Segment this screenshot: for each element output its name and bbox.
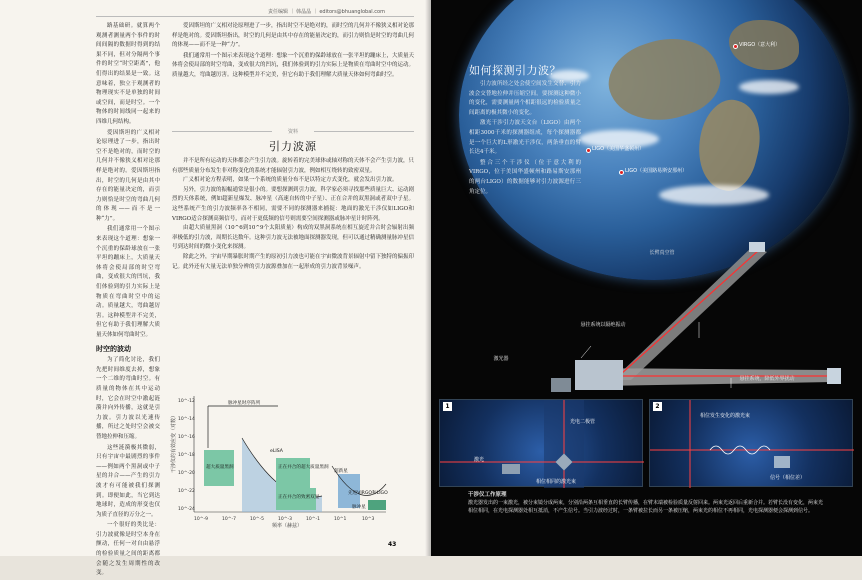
paragraph: 除此之外，宇宙早期暴胀时期产生的原初引力波也可能在宇宙微波背景辐射中留下独特的偏振印记。此外还有大量无法单独分辨的引力波源叠加在一起形成的引力波背景噪声。 — [172, 253, 415, 270]
detector-label: 激光器 — [493, 356, 509, 362]
central-station — [575, 360, 623, 390]
right-column-top — [172, 22, 414, 126]
chart-label: 超大质量黑洞 — [206, 465, 234, 470]
sidebar-title: 引力波源 — [269, 140, 317, 153]
inset-diagram-1 — [439, 399, 643, 487]
chart-label: 超新星 — [334, 469, 348, 474]
detector-label: 悬挂系统，降低外界扰动 — [739, 376, 795, 382]
inset-waves — [440, 400, 644, 488]
paragraph: 整合三个干涉仪（位于意大利的VIRGO，位于美国华盛顿州和路易斯安那州的两台LIGO）的数据能够对引力波源进行三角定位。 — [469, 159, 581, 195]
right-title: 如何探测引力波？ — [469, 64, 561, 77]
paragraph: 为了简化讨论，我们先把时间维度去掉，想象一个二维的弯曲时空。有质量的物体在其中运动时，它会在时空中激起涟漪并向外传播，这就是引力波。引力波以光速传播，所过之处时空会被交替地拉伸和压缩。 — [96, 357, 160, 440]
header-rule — [96, 16, 414, 17]
y-tick: 10^-22 — [178, 489, 195, 494]
divider — [172, 131, 272, 132]
paragraph: 引力波所经之处会使空间发生交替、引力波会交替地拉伸并压缩空间。要探测这种微小的变化，需要测量两个相距很远的检验质量之间距离的极其微小的变化。 — [469, 81, 581, 116]
y-tick: 10^-14 — [178, 417, 195, 422]
left-page — [0, 0, 431, 577]
cloud — [739, 80, 799, 94]
x-tick: 10^-1 — [306, 517, 320, 522]
caption-text: 激光器发出的一束激光，被分束镜分成两束，分别沿两条互相垂直的长臂传播，在臂末端被检验质量反射回来。两束光返回后重新合并。若臂长没有变化，两束光相位相同，在光电探测器处相互抵消，不产生信号。当引力波经过时，一条臂被拉长而另一条被压缩，两束光的相位不再相同，光电探测器便会探测到信号。 — [468, 500, 824, 514]
virgo-marker — [733, 44, 738, 49]
y-tick: 10^-24 — [178, 507, 195, 512]
pulsar-region — [368, 500, 386, 510]
inset-waves — [650, 400, 854, 488]
paragraph: 另外，引力波的振幅通常是很小的。要想探测到引力波，科学家必须寻找那些质量巨大、运动剧烈的天体系统，例如超新星爆发、脉冲星（高速自转的中子星）、正在合并的双黑洞或者双中子星。这些系统产生的引力波频率各不相同，需要不同的探测器来捕捉：地面的激光干涉仪如LIGO和VIRGO适合探测高频信号，而对于更低频的信号则需要空间探测器或脉冲星计时阵列。 — [172, 186, 415, 222]
paragraph: 一个很好的类比是：引力波就像是时空本身在颤动，任何一对自由悬浮的检验质量之间的距离都会随之发生周期性的改变。 — [96, 522, 160, 577]
sidebar-tag: 资料 — [287, 129, 298, 135]
page-header: 责任编辑 ｜ 韩晶晶 ｜ editors@bhuanglobal.com — [268, 9, 385, 15]
chart-label: eLISA — [270, 449, 283, 454]
inset-label: 相位发生变化的激光束 — [700, 413, 751, 419]
test-mass — [749, 242, 765, 252]
site-label: VIRGO（意大利） — [739, 42, 781, 48]
inset-number: 1 — [443, 402, 452, 411]
chart-label: 脉冲星时序阵列 — [228, 401, 261, 406]
figure-caption — [468, 492, 826, 515]
x-tick: 10^-3 — [278, 517, 292, 522]
inset-label: 信号（相位差） — [770, 475, 806, 481]
paragraph: 路基础研。就算两个观测者测量两个事件的时间间隔的数据时得到的结果不同，但对分隔两个事件的时空“时空距离”，他们得出的结果是一致。这意味着，独立于观测者的物理现实不是单独的时间或空间，而是时空。一个物体的时间线同一起来的四维几何结构。 — [96, 23, 160, 125]
paragraph: 并不是所有运动的天体都会产生引力波。旋转着的完美球体或轴对称的天体不会产生引力波，只有那些质量分布发生非对称变化的系统才能辐射引力波，例如相互绕转的致密双星。 — [172, 158, 415, 174]
inset-label: 光电二极管 — [570, 419, 596, 425]
inset-label: 激光 — [474, 457, 485, 463]
x-tick: 10^1 — [334, 517, 347, 522]
x-tick: 10^-9 — [194, 517, 208, 522]
paragraph: 我们通常用一个图示来表现这个道理：想象一个沉重的保龄球放在一张平坦的蹦床上，大质量天体将会使局部的时空弯曲，变成很大的凹坑，我们体验到的引力实际上是物质在弯曲时空中的运动。质量越大，弯曲越厉害。这种模型并不完美，但它有助于我们理解大质量天体如何弯曲时空。 — [96, 226, 160, 338]
x-axis-label: 频率（赫兹） — [272, 523, 303, 529]
inset-number: 2 — [653, 402, 662, 411]
paragraph: 这些涟漪极其微弱，只有宇宙中最剧烈的事件——例如两个黑洞或中子星的并合——产生的引力波才有可能被我们探测到。即便如此，当它到达地球时，造成的形变也仅为质子直径的万分之一。 — [96, 444, 160, 518]
detector-label: 长臂真空管 — [649, 250, 675, 256]
inset-label: 相位相同的激光束 — [536, 479, 577, 485]
x-tick: 10^-5 — [250, 517, 264, 522]
inset-diagram-2 — [649, 399, 853, 487]
site-label: LIGO（美国路易斯安那州） — [625, 168, 688, 174]
divider — [314, 131, 414, 132]
paragraph: 爱因斯坦的广义相对论原理进了一步，指出时空不是绝对的，而时空的几何并不像狭义相对论那样是绝对的。爱因斯坦指出，时空的几何是由其中存在的能量决定的，而引力则恰是时空的弯曲几何的体现——而不是一种“力”。 — [172, 23, 415, 49]
section-heading: 时空的波动 — [96, 344, 131, 353]
ligo-la-marker — [619, 170, 624, 175]
chart-label: 正在并合的致密双星 — [278, 495, 320, 500]
y-tick: 10^-18 — [178, 453, 195, 458]
continent — [689, 94, 769, 196]
x-tick: 10^-7 — [222, 517, 236, 522]
paragraph: 广义相对论方程表明，如果一个系统的质量分布不是以特定方式变化，就会发出引力波。 — [183, 177, 398, 184]
paragraph: 我们通常用一个图示来表现这个道理：想象一个沉重的保龄球放在一张平坦的蹦床上，大质量天体将会使局部的时空弯曲，变成很大的凹坑，我们体验到的引力实际上是物质在弯曲时空中的运动。质量越大，弯曲越厉害。这种模型并不完美，但它有助于我们理解大质量天体如何弯曲时空。 — [172, 52, 415, 78]
chart-label: 先进VIRGO和LIGO — [348, 491, 388, 496]
chart-label: 正在并合的超大质量黑洞 — [278, 465, 329, 470]
paragraph: 爱因斯坦的广义相对论原理进了一步，指出时空不是绝对的，而时空的几何并不像狭义相对论那样是绝对的。爱因斯坦指出，时空的几何是由其中存在的能量决定的，而引力则恰是时空的弯曲几何的体现——而不是一种“力”。 — [96, 129, 160, 222]
y-axis-label: 干涉仪的有效应变（对数） — [171, 412, 177, 473]
ligo-wa-marker — [586, 148, 591, 153]
left-column — [96, 22, 160, 580]
frequency-chart — [172, 388, 414, 528]
detector-label: 悬挂系统以隔绝振动 — [580, 322, 626, 328]
paragraph: 由超大质量黑洞（10^6到10^9个太阳质量）构成的双黑洞系统在相互旋近并合时会辐射出频率极低的引力波，周期长达数年。这种引力波无法被地面探测器发现，但可以通过精确测量脉冲星信号到达时间的微小变化来探测。 — [172, 225, 415, 251]
page-gutter — [425, 0, 437, 556]
paragraph: 激光干涉引力波天文台（LIGO）由两个相距3000千米的探测器组成，每个探测器都是一个巨大的L形激光干涉仪，两条垂直的臂长达4千米。 — [469, 120, 581, 156]
site-label: LIGO（美国华盛顿州） — [592, 146, 645, 152]
caption-title: 干涉仪工作原理 — [468, 492, 507, 498]
y-tick: 10^-16 — [178, 435, 195, 440]
cloud — [659, 185, 769, 205]
merging-smbh-region — [276, 458, 310, 488]
sidebar-box — [172, 128, 414, 326]
laser-unit — [551, 378, 571, 392]
page-number: 43 — [388, 541, 397, 548]
chart-label: 脉冲星 — [352, 505, 366, 510]
right-page — [431, 0, 862, 556]
y-tick: 10^-12 — [178, 399, 195, 404]
test-mass — [827, 368, 841, 384]
right-text — [469, 80, 581, 198]
x-tick: 10^3 — [362, 517, 375, 522]
y-tick: 10^-20 — [178, 471, 195, 476]
laser-beam — [621, 250, 759, 374]
